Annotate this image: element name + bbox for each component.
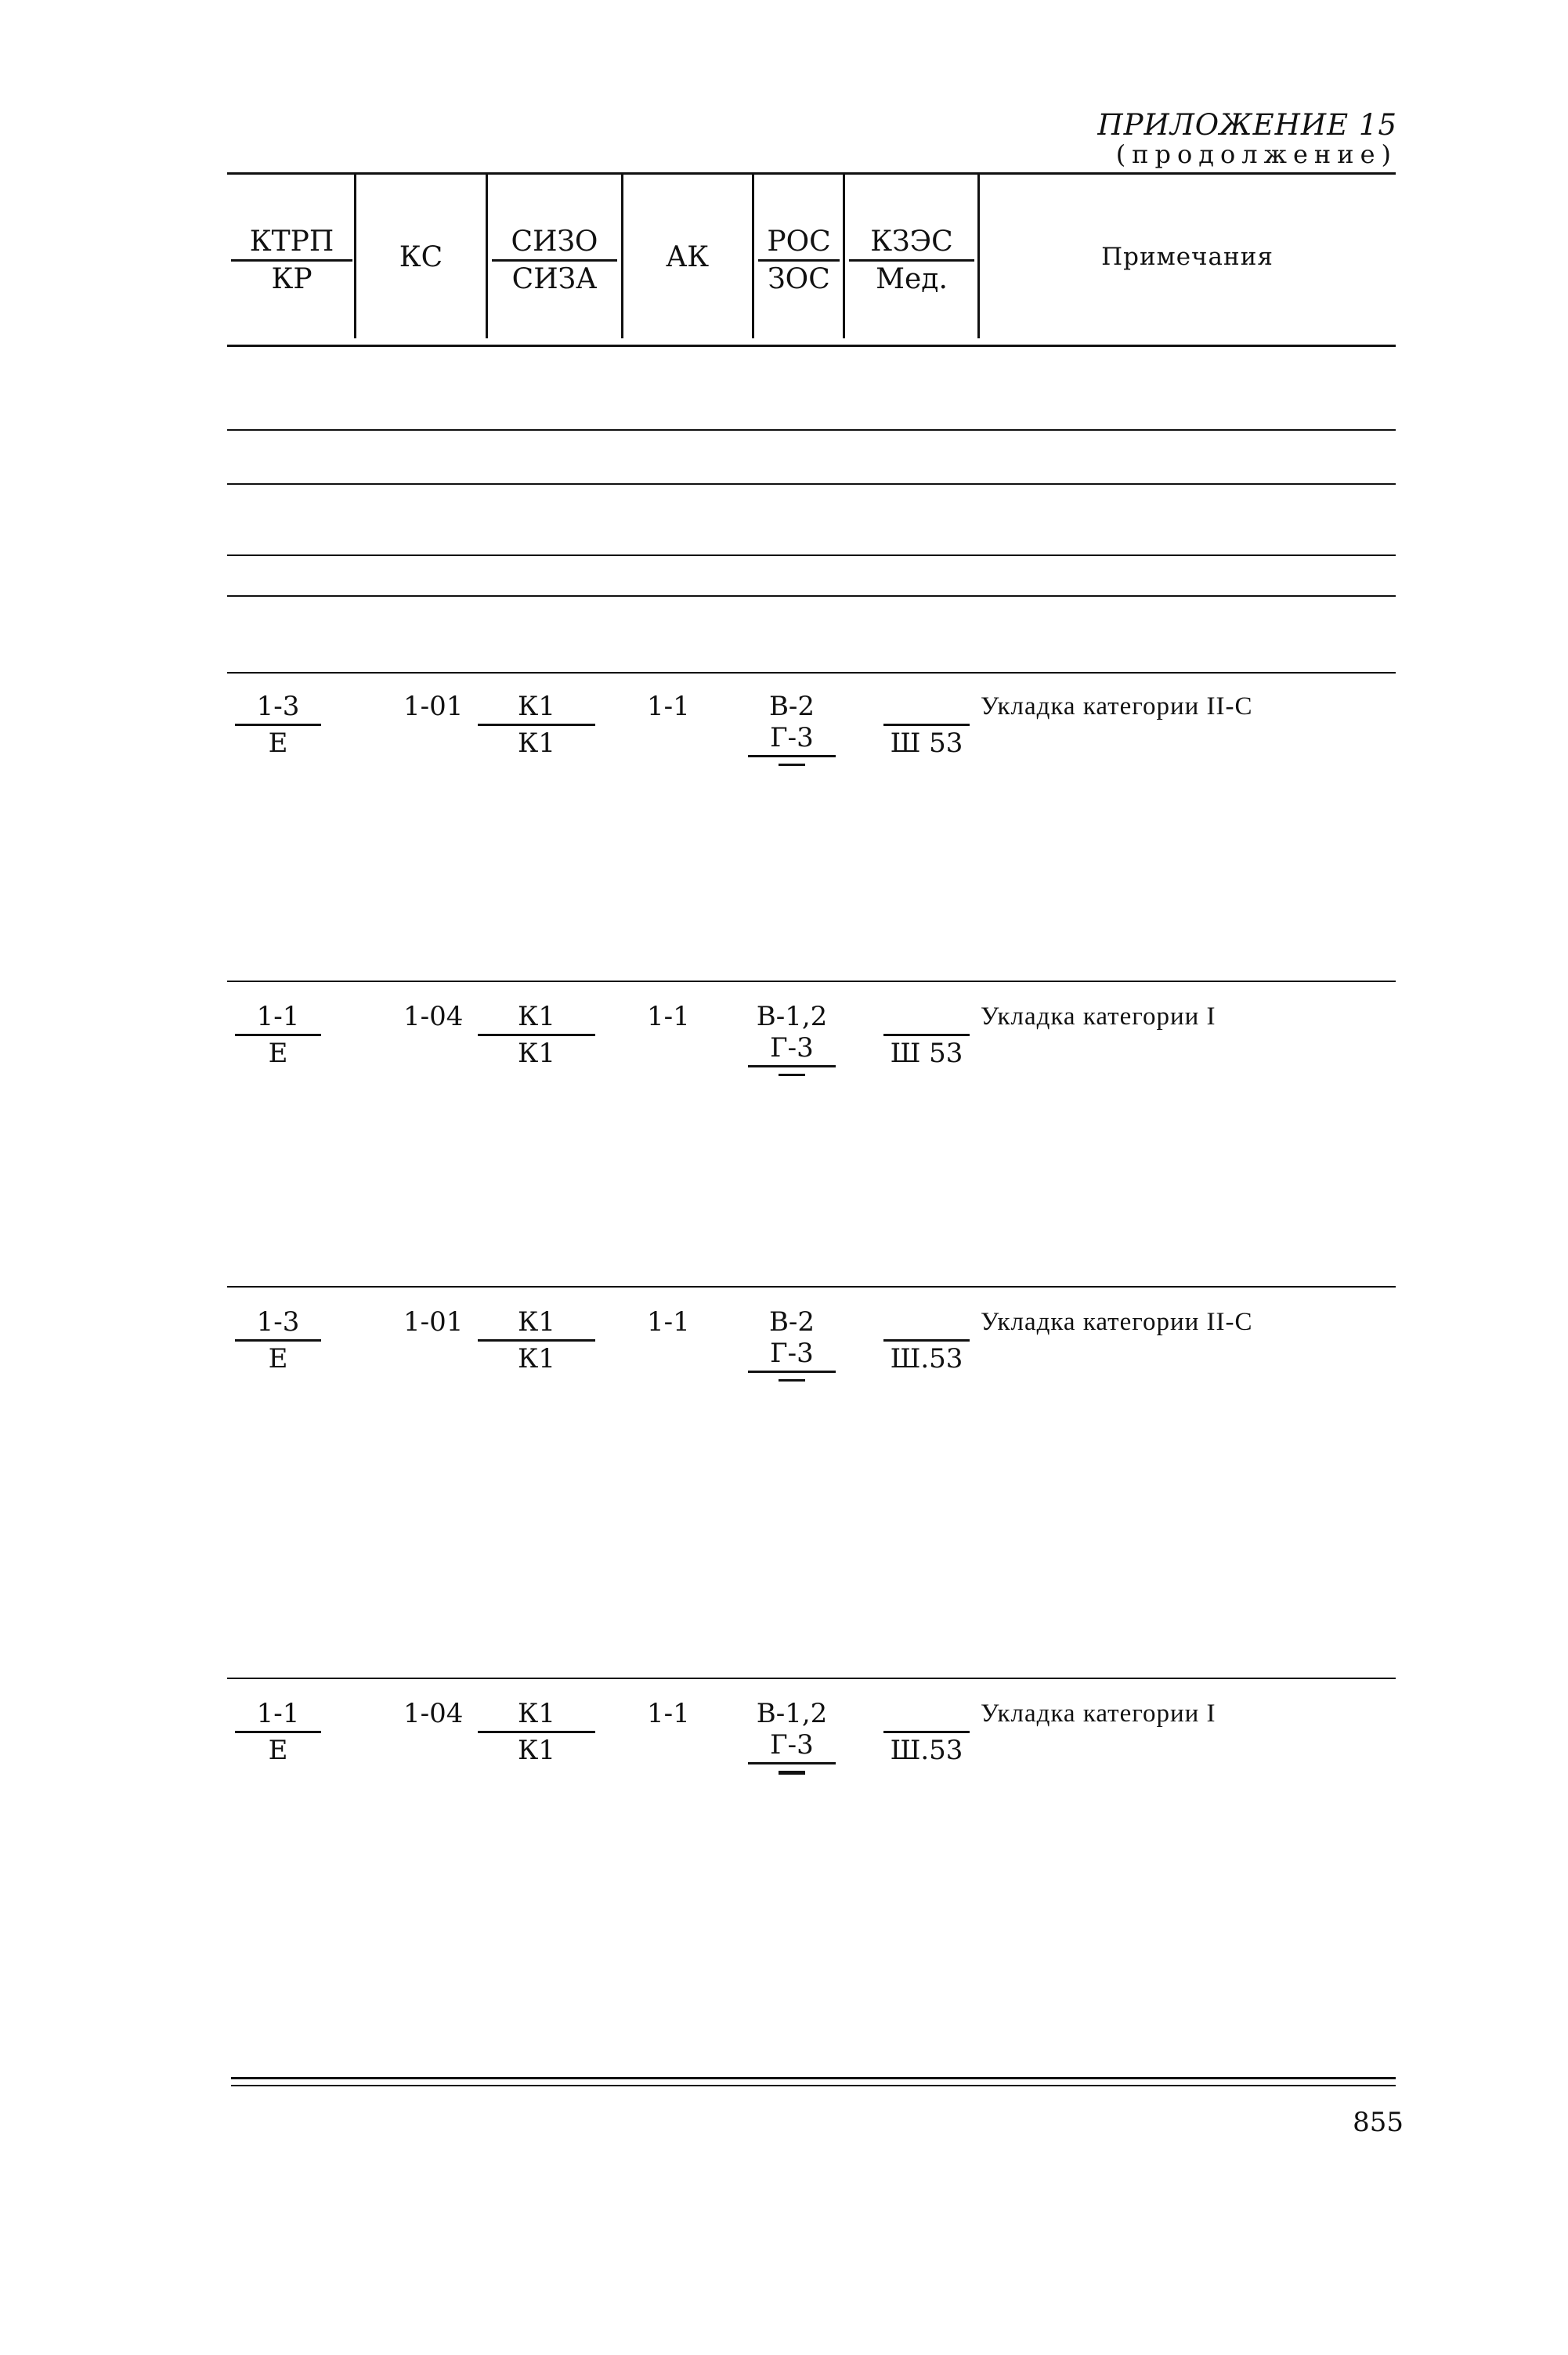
med-value: Ш.53 [890, 1735, 963, 1766]
underline-mark [779, 1379, 805, 1382]
header-ktrp-kr [231, 226, 352, 295]
fraction-bar [883, 1339, 970, 1342]
column-divider [752, 174, 754, 338]
fraction-bar [748, 755, 836, 757]
sizo-siza-cell [478, 1698, 595, 1766]
sizo-siza-cell [478, 691, 595, 759]
empty-row-rule [227, 429, 1396, 431]
ktrp-value: 1-3 [256, 1306, 300, 1338]
column-divider [486, 174, 488, 338]
ros-zos-cell [748, 691, 836, 766]
fraction-bar [478, 1339, 595, 1342]
fraction-bar [235, 724, 321, 726]
table-bottom-rule [231, 2077, 1396, 2079]
underline-mark [779, 1771, 805, 1775]
zos-value: Г-3 [770, 722, 814, 753]
header-kzes: КЗЭС [870, 226, 953, 258]
med-value: Ш 53 [890, 728, 963, 759]
kr-value: Е [268, 1735, 288, 1766]
kzes-med-cell [883, 691, 970, 759]
ks-value: 1-01 [403, 691, 464, 722]
header-siza: СИЗА [511, 263, 598, 295]
ros-value: В-1,2 [756, 1698, 828, 1729]
column-divider [354, 174, 356, 338]
zos-value: Г-3 [770, 1032, 814, 1064]
ros-value: В-1,2 [756, 1001, 828, 1032]
sizo-value: К1 [518, 1698, 555, 1729]
kr-value: Е [268, 728, 288, 759]
fraction-bar [478, 724, 595, 726]
note-text: Укладка категории II-С [981, 692, 1253, 721]
kzes-med-cell [883, 1001, 970, 1069]
empty-row-rule [227, 483, 1396, 485]
note-text: Укладка категории I [981, 1699, 1216, 1728]
appendix-subtitle: (продолжение) [1115, 139, 1397, 169]
header-ks: КС [399, 241, 443, 273]
empty-row-rule [227, 595, 1396, 597]
underline-mark [779, 764, 805, 766]
column-divider [621, 174, 623, 338]
header-zos: ЗОС [768, 263, 830, 295]
fraction-bar [849, 259, 974, 262]
header-sizo-siza [492, 226, 617, 295]
fraction-bar [748, 1371, 836, 1373]
sizo-value: К1 [518, 1001, 555, 1032]
fraction-bar [748, 1065, 836, 1067]
fraction-bar [235, 1731, 321, 1733]
ks-value: 1-01 [403, 1306, 464, 1338]
fraction-bar [235, 1339, 321, 1342]
ks-value: 1-04 [403, 1001, 464, 1032]
table-header-bottom-rule [227, 345, 1396, 347]
fraction-bar [758, 259, 840, 262]
ktrp-kr-cell [235, 691, 321, 759]
ktrp-kr-cell [235, 1306, 321, 1374]
ak-value: 1-1 [647, 691, 690, 722]
ros-value: В-2 [768, 691, 815, 722]
siza-value: К1 [518, 728, 555, 759]
kzes-value [883, 691, 970, 722]
underline-mark [779, 1074, 805, 1076]
med-value: Ш.53 [890, 1343, 963, 1374]
fraction-bar [478, 1034, 595, 1036]
kr-value: Е [268, 1038, 288, 1069]
header-ros: РОС [767, 226, 831, 258]
table-bottom-rule-2 [231, 2085, 1396, 2086]
fraction-bar [231, 259, 352, 262]
kr-value: Е [268, 1343, 288, 1374]
siza-value: К1 [518, 1038, 555, 1069]
ros-zos-cell [748, 1306, 836, 1382]
siza-value: К1 [518, 1735, 555, 1766]
row-separator-rule [227, 1286, 1396, 1288]
sizo-siza-cell [478, 1306, 595, 1374]
ak-value: 1-1 [647, 1698, 690, 1729]
kzes-med-cell [883, 1698, 970, 1766]
kzes-value [883, 1001, 970, 1032]
header-kr: КР [271, 263, 313, 295]
note-text: Укладка категории II-С [981, 1308, 1253, 1336]
header-notes: Примечания [1101, 243, 1274, 271]
header-med: Мед. [876, 263, 948, 295]
ktrp-value: 1-1 [256, 1698, 300, 1729]
empty-row-rule [227, 672, 1396, 674]
fraction-bar [883, 1731, 970, 1733]
fraction-bar [235, 1034, 321, 1036]
ktrp-kr-cell [235, 1698, 321, 1766]
sizo-value: К1 [518, 691, 555, 722]
fraction-bar [492, 259, 617, 262]
siza-value: К1 [518, 1343, 555, 1374]
ros-value: В-2 [768, 1306, 815, 1338]
row-separator-rule [227, 1678, 1396, 1679]
ros-zos-cell [748, 1698, 836, 1775]
header-ktrp: КТРП [249, 226, 334, 258]
ks-value: 1-04 [403, 1698, 464, 1729]
ktrp-kr-cell [235, 1001, 321, 1069]
zos-value: Г-3 [770, 1729, 814, 1761]
fraction-bar [883, 1034, 970, 1036]
note-text: Укладка категории I [981, 1002, 1216, 1031]
header-kzes-med [849, 226, 974, 295]
appendix-title: ПРИЛОЖЕНИЕ 15 [1097, 108, 1397, 142]
ktrp-value: 1-3 [256, 691, 300, 722]
row-separator-rule [227, 981, 1396, 982]
fraction-bar [478, 1731, 595, 1733]
table-top-rule [227, 172, 1396, 175]
ktrp-value: 1-1 [256, 1001, 300, 1032]
sizo-value: К1 [518, 1306, 555, 1338]
fraction-bar [748, 1762, 836, 1764]
header-ros-zos [758, 226, 840, 295]
header-ak: АК [665, 241, 710, 273]
page-number: 855 [1353, 2107, 1404, 2138]
empty-row-rule [227, 554, 1396, 556]
kzes-value [883, 1306, 970, 1338]
header-sizo: СИЗО [511, 226, 598, 258]
fraction-bar [883, 724, 970, 726]
ros-zos-cell [748, 1001, 836, 1076]
column-divider [977, 174, 980, 338]
zos-value: Г-3 [770, 1338, 814, 1369]
kzes-value [883, 1698, 970, 1729]
ak-value: 1-1 [647, 1001, 690, 1032]
column-divider [843, 174, 845, 338]
ak-value: 1-1 [647, 1306, 690, 1338]
sizo-siza-cell [478, 1001, 595, 1069]
med-value: Ш 53 [890, 1038, 963, 1069]
kzes-med-cell [883, 1306, 970, 1374]
